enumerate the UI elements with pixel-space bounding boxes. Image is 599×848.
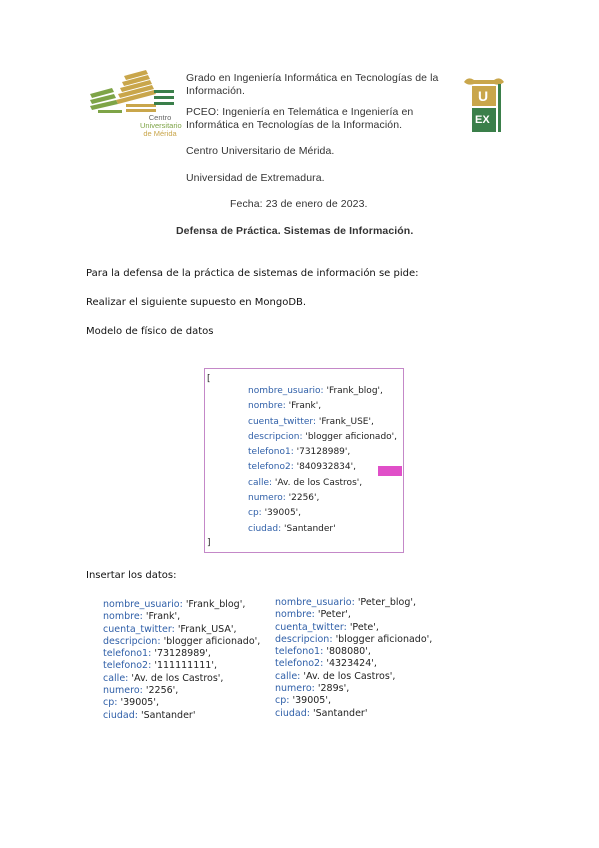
record-peter-key: ciudad: bbox=[275, 707, 310, 719]
model-key: cuenta_twitter: bbox=[248, 416, 316, 427]
record-frank-key: cp: bbox=[103, 697, 118, 709]
record-frank-value: 'Av. de los Castros', bbox=[131, 672, 224, 684]
record-frank-field bbox=[103, 611, 260, 623]
record-peter-field bbox=[275, 671, 432, 683]
record-peter-key: telefono2: bbox=[275, 658, 324, 670]
record-frank-field bbox=[103, 697, 260, 709]
record-frank-field bbox=[103, 636, 260, 648]
record-peter-key: calle: bbox=[275, 670, 301, 682]
cum-logo-line2: Universitario bbox=[140, 121, 182, 130]
record-peter-value: 'Pete', bbox=[349, 621, 379, 633]
model-heading: Modelo de físico de datos bbox=[86, 326, 214, 337]
record-peter-key: telefono1: bbox=[275, 646, 324, 658]
record-frank bbox=[103, 599, 260, 722]
model-key: numero: bbox=[248, 493, 286, 504]
record-frank-field bbox=[103, 710, 260, 722]
model-value: 'Frank_blog', bbox=[326, 386, 383, 396]
record-frank-key: cuenta_twitter: bbox=[103, 623, 175, 635]
uex-logo-ex: EX bbox=[475, 114, 490, 126]
record-frank-value: 'Santander' bbox=[141, 709, 196, 721]
record-frank-value: '73128989', bbox=[154, 648, 211, 660]
record-peter-value: '4323424', bbox=[326, 658, 377, 670]
record-frank-field bbox=[103, 660, 260, 672]
record-peter-field bbox=[275, 646, 432, 658]
record-peter-key: cuenta_twitter: bbox=[275, 621, 347, 633]
record-frank-key: telefono2: bbox=[103, 660, 152, 672]
model-value: '73128989', bbox=[296, 447, 351, 458]
record-frank-value: 'Frank_blog', bbox=[185, 599, 246, 610]
model-key: telefono1: bbox=[248, 447, 294, 458]
uex-logo-u: U bbox=[478, 88, 489, 104]
model-open-bracket: [ bbox=[207, 374, 211, 384]
record-peter-field bbox=[275, 695, 432, 707]
model-key: nombre: bbox=[248, 401, 286, 412]
model-value: 'Frank_USE', bbox=[318, 416, 374, 427]
record-peter-field bbox=[275, 708, 432, 720]
insert-heading: Insertar los datos: bbox=[86, 570, 177, 581]
record-frank-key: nombre: bbox=[103, 611, 143, 623]
model-field bbox=[248, 522, 397, 537]
model-field bbox=[248, 506, 397, 521]
record-peter-value: 'blogger aficionado', bbox=[335, 633, 433, 645]
record-frank-field bbox=[103, 685, 260, 697]
record-peter-field bbox=[275, 658, 432, 670]
model-value: 'blogger aficionado', bbox=[305, 431, 398, 442]
model-field bbox=[248, 476, 397, 491]
record-peter-field bbox=[275, 634, 432, 646]
record-peter-value: '289s', bbox=[317, 683, 350, 695]
record-peter-key: nombre: bbox=[275, 609, 315, 621]
model-field bbox=[248, 384, 397, 399]
model-key: calle: bbox=[248, 477, 273, 488]
record-frank-key: telefono1: bbox=[103, 648, 152, 660]
model-value: 'Frank', bbox=[288, 401, 322, 412]
record-frank-value: 'blogger aficionado', bbox=[163, 635, 261, 647]
model-value: '2256', bbox=[288, 493, 320, 504]
record-peter-value: '39005', bbox=[292, 695, 331, 707]
record-peter-key: nombre_usuario: bbox=[275, 597, 355, 608]
record-peter bbox=[275, 597, 432, 720]
uex-logo bbox=[462, 76, 506, 136]
record-frank-value: '39005', bbox=[120, 697, 159, 709]
centre-line: Centro Universitario de Mérida. bbox=[186, 145, 335, 157]
pceo-line: PCEO: Ingeniería en Telemática e Ingeniería en Informática en Tecnologías de la Información. bbox=[186, 106, 414, 131]
cum-logo-line3: de Mérida bbox=[143, 129, 177, 138]
model-field bbox=[248, 460, 397, 475]
record-peter-value: '808080', bbox=[326, 646, 371, 658]
record-frank-field bbox=[103, 624, 260, 636]
university-line: Universidad de Extremadura. bbox=[186, 172, 325, 184]
record-peter-key: descripcion: bbox=[275, 633, 333, 645]
record-frank-key: ciudad: bbox=[103, 709, 138, 721]
record-peter-key: numero: bbox=[275, 683, 315, 695]
page-title: Defensa de Práctica. Sistemas de Información. bbox=[176, 225, 414, 237]
model-field bbox=[248, 445, 397, 460]
record-frank-value: 'Frank', bbox=[145, 611, 181, 623]
model-value: 'Av. de los Castros', bbox=[274, 477, 363, 488]
record-frank-key: descripcion: bbox=[103, 635, 161, 647]
record-frank-field bbox=[103, 599, 260, 611]
record-peter-value: 'Santander' bbox=[313, 707, 368, 719]
cum-logo-line1: Centro bbox=[148, 113, 172, 122]
model-key: ciudad: bbox=[248, 523, 282, 534]
record-frank-value: 'Frank_USA', bbox=[177, 623, 237, 635]
model-key: nombre_usuario: bbox=[248, 386, 324, 396]
record-frank-field bbox=[103, 673, 260, 685]
record-peter-key: cp: bbox=[275, 695, 290, 707]
date-line: Fecha: 23 de enero de 2023. bbox=[230, 198, 368, 210]
model-field bbox=[248, 491, 397, 506]
record-peter-value: 'Peter', bbox=[317, 609, 351, 621]
record-frank-field bbox=[103, 648, 260, 660]
record-peter-field bbox=[275, 597, 432, 609]
record-peter-field bbox=[275, 622, 432, 634]
cum-logo bbox=[86, 66, 182, 146]
degree-line: Grado en Ingeniería Informática en Tecnologías de la Información. bbox=[186, 72, 439, 97]
model-field bbox=[248, 415, 397, 430]
record-frank-value: '2256', bbox=[145, 685, 179, 697]
model-key: telefono2: bbox=[248, 462, 294, 473]
uex-logo-graphic bbox=[462, 76, 506, 136]
model-value: '39005', bbox=[264, 508, 302, 519]
model-field bbox=[248, 430, 397, 445]
model-key: descripcion: bbox=[248, 431, 303, 442]
record-frank-key: nombre_usuario: bbox=[103, 599, 183, 610]
task-text: Realizar el siguiente supuesto en MongoDB. bbox=[86, 297, 307, 308]
record-peter-field bbox=[275, 609, 432, 621]
record-frank-value: '111111111', bbox=[154, 660, 217, 672]
model-close-bracket: ] bbox=[207, 538, 211, 548]
model-value: 'Santander' bbox=[284, 523, 336, 534]
model-value: '840932834', bbox=[296, 462, 356, 473]
model-fields bbox=[248, 384, 397, 537]
model-field bbox=[248, 399, 397, 414]
model-key: cp: bbox=[248, 508, 262, 519]
intro-text: Para la defensa de la práctica de sistemas de información se pide: bbox=[86, 268, 419, 279]
record-peter-field bbox=[275, 683, 432, 695]
record-frank-key: numero: bbox=[103, 685, 143, 697]
record-peter-value: 'Av. de los Castros', bbox=[303, 670, 396, 682]
record-peter-value: 'Peter_blog', bbox=[357, 597, 417, 608]
record-frank-key: calle: bbox=[103, 672, 129, 684]
